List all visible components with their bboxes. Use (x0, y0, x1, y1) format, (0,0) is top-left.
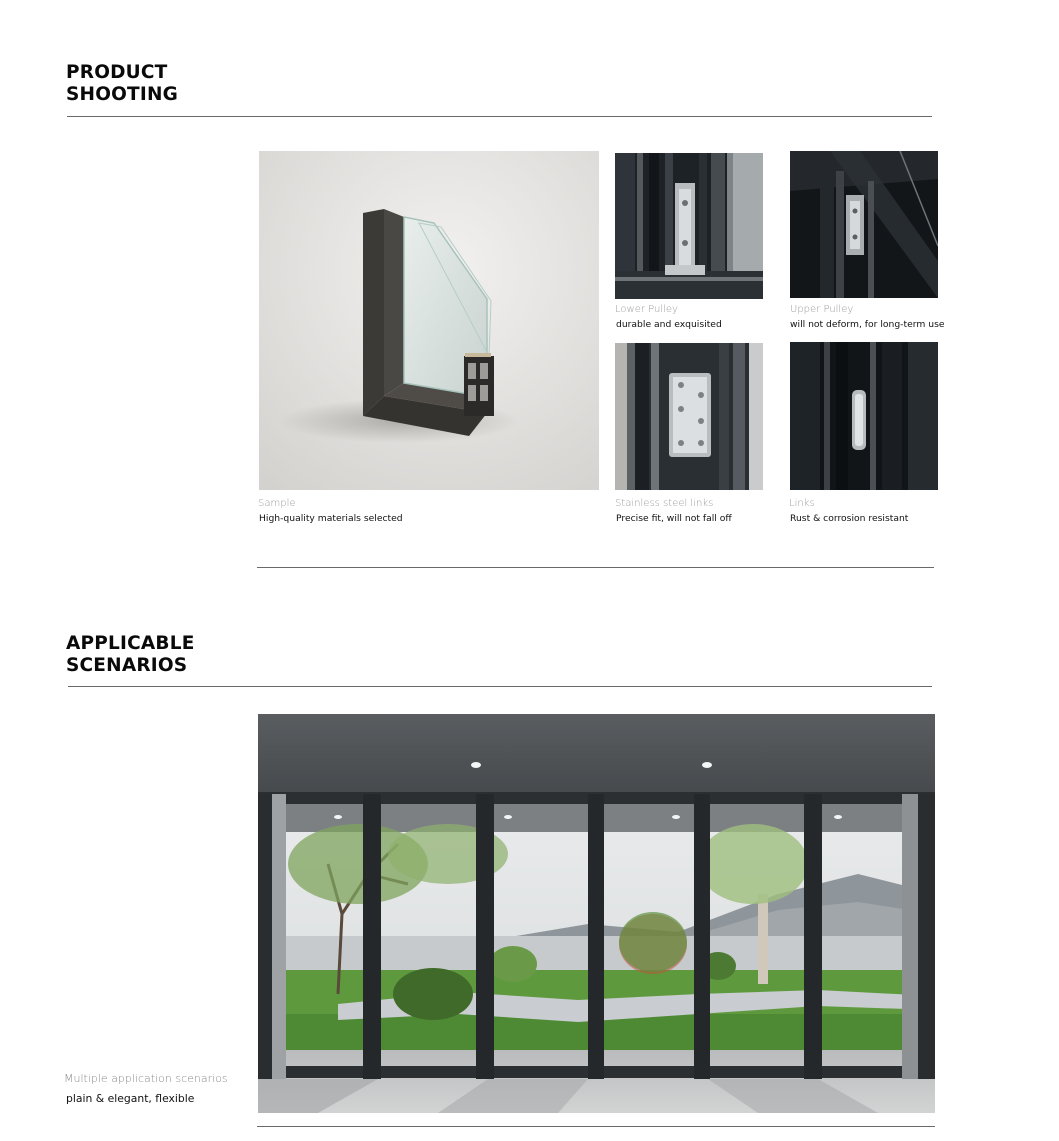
lower-pulley-image (615, 153, 763, 299)
product-caption-desc: Rust & corrosion resistant (790, 513, 909, 524)
section-divider (257, 567, 934, 568)
product-caption-title: Links (789, 498, 815, 509)
heading-line: SHOOTING (66, 84, 179, 105)
sample-image (259, 151, 599, 490)
heading-line: PRODUCT (66, 62, 168, 83)
upper-pulley-image (790, 151, 938, 298)
product-caption-title: Sample (258, 498, 296, 509)
scenario-image (258, 714, 935, 1113)
heading-line: APPLICABLE (66, 633, 195, 654)
product-caption-title: Stainless steel links (615, 498, 714, 509)
product-caption-desc: durable and exquisited (616, 319, 722, 330)
scenario-caption-title: Multiple application scenarios (64, 1072, 228, 1085)
section-divider (68, 686, 932, 687)
section-divider (67, 116, 932, 117)
product-caption-desc: will not deform, for long-term use (790, 319, 945, 330)
section-heading-product-shooting (66, 62, 178, 106)
product-caption-desc: Precise fit, will not fall off (616, 513, 732, 524)
product-caption-title: Lower Pulley (615, 304, 678, 315)
product-caption-title: Upper Pulley (790, 304, 854, 315)
section-divider (257, 1126, 935, 1127)
scenario-caption-desc: plain & elegant, flexible (66, 1092, 195, 1105)
heading-line: SCENARIOS (66, 655, 188, 676)
section-heading-applicable-scenarios (66, 633, 195, 677)
product-caption-desc: High-quality materials selected (259, 513, 403, 524)
links-image (790, 342, 938, 490)
stainless-steel-links-image (615, 343, 763, 490)
